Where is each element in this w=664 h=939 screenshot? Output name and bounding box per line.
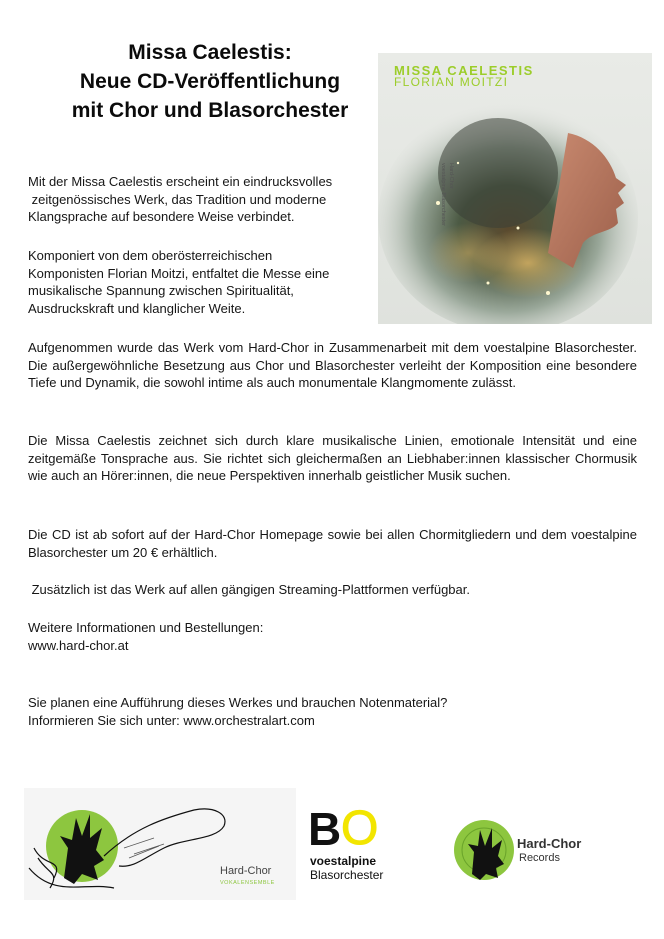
info-paragraph — [28, 619, 637, 654]
page-title — [60, 38, 360, 125]
hardchor-vokalensemble-logo — [24, 788, 304, 908]
purchase-paragraph: Die CD ist ab sofort auf der Hard-Chor Homepage sowie bei allen Chormitgliedern und dem voestalpine Blasorchester um 20 € erhältlich. — [28, 527, 637, 560]
sheet-music-question: Sie planen eine Aufführung dieses Werkes und brauchen Notenmaterial? — [28, 695, 448, 710]
hardchor-records-logo — [452, 818, 522, 888]
logo-row — [0, 780, 664, 920]
title-line-2: Neue CD-Veröffentlichung — [79, 70, 341, 93]
intro-line-3: Klangsprache auf besondere Weise verbindet. — [28, 209, 295, 224]
streaming-paragraph: Zusätzlich ist das Werk auf allen gängigen Streaming-Plattformen verfügbar. — [28, 582, 470, 597]
composer-line-3: musikalische Spannung zwischen Spiritualität, — [28, 283, 294, 298]
title-line-1: Missa Caelestis: — [128, 41, 292, 64]
logo-letter-o: O — [341, 802, 379, 855]
composer-line-2: Komponisten Florian Moitzi, entfaltet die Messe eine — [28, 265, 330, 281]
cover-side-line-1: Hard-Chor — [448, 163, 454, 189]
composer-line-1: Komponiert von dem oberösterreichischen — [28, 248, 273, 263]
blasorchester-label: Blasorchester — [310, 868, 384, 882]
composer-paragraph — [28, 247, 373, 317]
cd-cover-image — [378, 53, 652, 324]
cover-artist: FLORIAN MOITZI — [394, 75, 509, 89]
intro-paragraph — [28, 173, 373, 226]
records-label: Records — [519, 852, 560, 864]
title-line-3: mit Chor und Blasorchester — [71, 99, 349, 122]
info-label: Weitere Informationen und Bestellungen: — [28, 620, 264, 635]
hardchor-website-link[interactable]: www.hard-chor.at — [28, 637, 129, 653]
voestalpine-label: voestalpine — [310, 854, 377, 868]
voestalpine-blasorchester-logo — [308, 802, 418, 890]
hardchor-name: Hard-Chor — [220, 865, 272, 877]
hardchor-sub: VOKALENSEMBLE — [220, 880, 275, 886]
cover-title: MISSA CAELESTIS — [394, 63, 534, 78]
hair-shadow — [438, 118, 558, 228]
recording-paragraph: Aufgenommen wurde das Werk vom Hard-Chor in Zusammenarbeit mit dem voestalpine Blasorchester. Die außergewöhnliche Besetzung aus Chor und Blasorchester verleiht der Komposition eine besondere Tiefe und Dynamik, die sowohl intime als auch monumentale Klangmomente zulässt. — [28, 340, 637, 390]
records-name: Hard-Chor — [517, 836, 582, 851]
sheet-music-paragraph — [28, 694, 637, 729]
cover-side-line-2: voestalpine Blasorchester — [440, 163, 446, 226]
logo-letter-b: B — [308, 803, 342, 855]
cover-artwork — [378, 53, 652, 324]
composer-line-4: Ausdruckskraft und klanglicher Weite. — [28, 300, 246, 316]
intro-line-2: zeitgenössisches Werk, das Tradition und moderne — [28, 191, 327, 207]
orchestralart-info: Informieren Sie sich unter: www.orchestralart.com — [28, 712, 315, 728]
intro-line-1: Mit der Missa Caelestis erscheint ein eindrucksvolles — [28, 174, 333, 189]
style-paragraph: Die Missa Caelestis zeichnet sich durch klare musikalische Linien, emotionale Intensität und eine zeitgemäße Tonsprache aus. Sie richtet sich gleichermaßen an Liebhaber:innen klassischer Chormusik wie auch an Hörer:innen, die neue Perspektiven innerhalb geistlicher Musik suchen. — [28, 433, 637, 483]
